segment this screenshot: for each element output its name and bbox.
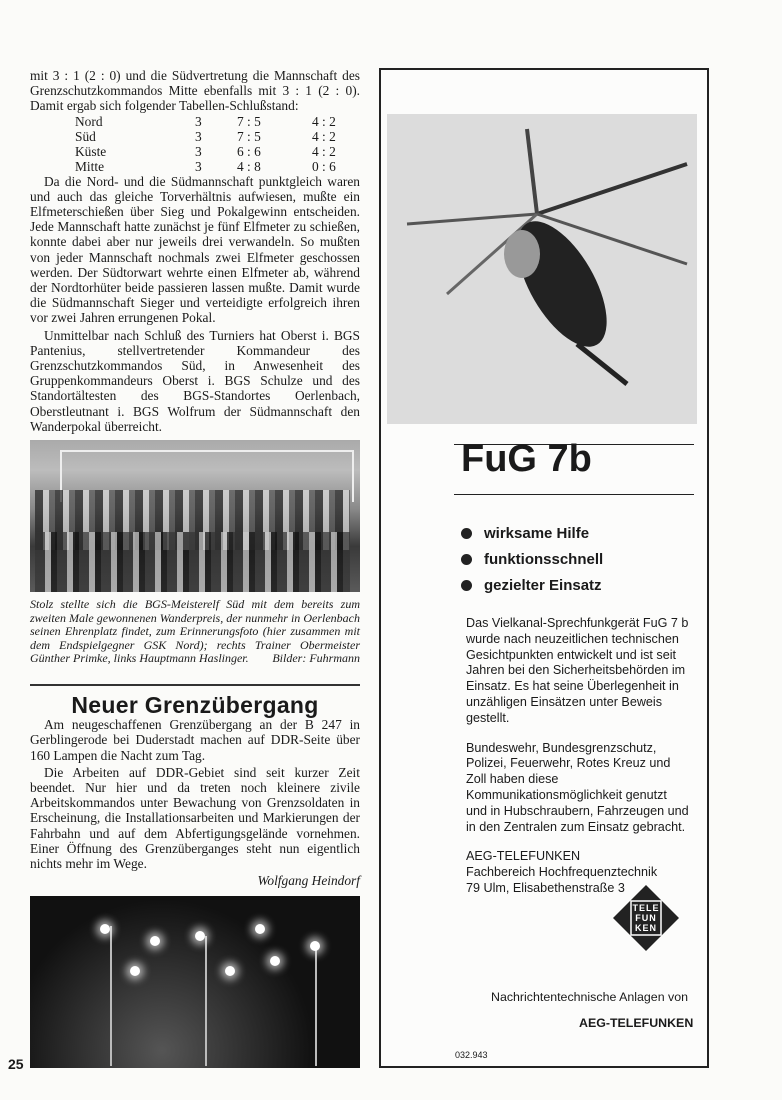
standings-team: Mitte	[75, 158, 105, 174]
standings-goals: 6 : 6	[237, 143, 261, 159]
svg-text:KEN: KEN	[634, 923, 658, 933]
standings-goals: 7 : 5	[237, 113, 261, 129]
section-divider	[30, 684, 360, 686]
article-intro: mit 3 : 1 (2 : 0) und die Südvertretung die Mannschaft des Grenzschutzkommandos Mitte ebenfalls mit 3 : 1 (2 : 0). Damit ergab sich folgender Tabellen-Schlußstand:	[30, 68, 360, 114]
bullet-icon	[461, 528, 472, 539]
svg-text:TELE: TELE	[632, 903, 660, 913]
standings-points: 4 : 2	[312, 113, 336, 129]
author: Wolfgang Heindorf	[257, 873, 360, 889]
ad-address: AEG-TELEFUNKEN Fachbereich Hochfrequenztechnik 79 Ulm, Elisabethenstraße 3	[466, 849, 658, 895]
svg-text:FUN: FUN	[635, 913, 657, 923]
standings-row	[75, 114, 336, 129]
ad-brand: AEG-TELEFUNKEN	[579, 1016, 694, 1030]
standings-team: Nord	[75, 113, 103, 129]
standings-row	[75, 159, 336, 174]
bullet-icon	[461, 580, 472, 591]
standings-table	[75, 114, 336, 174]
feature-list	[461, 520, 603, 598]
page-number: 25	[8, 1056, 24, 1072]
feature-item: funktionsschnell	[461, 546, 603, 572]
article-paragraph: Am neugeschaffenen Grenzübergang an der B 247 in Gerblingerode bei Duderstadt machen auf DDR-Seite über 160 Lampen die Nacht zum Tag.	[30, 717, 360, 763]
standings-games: 3	[195, 128, 202, 144]
article-paragraph: Die Arbeiten auf DDR-Gebiet sind seit kurzer Zeit beendet. Nur hier und da treten noch kleinere zivile Arbeitskommandos unter Bewachung von Grenzsoldaten in Erscheinung, die Installationsarbeiten und Markierungen der Fahrbahn und auf dem Abfertigungsgelände vornehmen. Einer Öffnung des Grenzüberganges steht nun eigentlich nichts mehr im Wege.	[30, 764, 360, 872]
article-paragraph: Unmittelbar nach Schluß des Turniers hat Oberst i. BGS Pantenius, stellvertretender Kommandeur des Grenzschutzkommandos Süd, in Anwesenheit des Gruppenkommandeurs Oberst i. BGS Schulze und des Standortältesten des BGS-Standortes Oerlenbach, Oberstleutnant i. BGS Wolfrum der Südmannschaft den Wanderpokal überreicht.	[30, 327, 360, 434]
ad-paragraph: Bundeswehr, Bundesgrenzschutz, Polizei, Feuerwehr, Rotes Kreuz und Zoll haben diese Kommunikationsmöglichkeit genutzt und in Hubschraubern, Fahrzeugen und in den Zentralen zum Einsatz gebracht.	[466, 740, 689, 834]
telefunken-logo-icon	[613, 885, 679, 951]
standings-points: 0 : 6	[312, 158, 336, 174]
standings-row	[75, 144, 336, 159]
article-title: Neuer Grenzübergang	[71, 692, 319, 719]
standings-team: Küste	[75, 143, 107, 159]
standings-points: 4 : 2	[312, 143, 336, 159]
standings-goals: 4 : 8	[237, 158, 261, 174]
bullet-icon	[461, 554, 472, 565]
standings-team: Süd	[75, 128, 96, 144]
team-photo	[30, 440, 360, 592]
photo-credit: Bilder: Fuhrmann	[272, 651, 360, 666]
advertisement	[379, 68, 709, 1068]
standings-games: 3	[195, 113, 202, 129]
ad-code: 032.943	[455, 1050, 488, 1060]
standings-points: 4 : 2	[312, 128, 336, 144]
feature-item: gezielter Einsatz	[461, 572, 603, 598]
photo-caption	[30, 598, 360, 666]
standings-games: 3	[195, 158, 202, 174]
night-border-crossing-photo	[30, 896, 360, 1068]
article-paragraph: Da die Nord- und die Südmannschaft punktgleich waren und auch das gleiche Torverhältnis aufwiesen, mußte ein Elfmeterschießen über Sieg und Pokalgewinn entscheiden. Jede Mannschaft hatte zunächst je fünf Elfmeter zu schießen, konnte dabei aber nur jeweils drei verwandeln. So mußten von jeder Mannschaft nochmals zwei Elfmeter geschossen werden. Der Südtorwart wehrte einen Elfmeter ab, während der Nordtorhüter beide passieren lassen mußte. Damit wurde die Südmannschaft Sieger und verteidigte erfolgreich ihren vor zwei Jahren errungenen Pokal.	[30, 173, 360, 326]
feature-item: wirksame Hilfe	[461, 520, 603, 546]
ad-tagline: Nachrichtentechnische Anlagen von	[491, 990, 689, 1004]
caption-text: Stolz stellte sich die BGS-Meisterelf Süd mit dem bereits zum zweiten Male gewonnenen Wanderpreis, der nunmehr in Oerlenbach seinen Ehrenplatz findet, zum Erinnerungsfoto (hier zusammen mit dem Endspielgegner GSK Nord); rechts Trainer Obermeister Günther Primke, links Hauptmann Haslinger.	[30, 597, 360, 666]
standings-goals: 7 : 5	[237, 128, 261, 144]
helicopter-photo	[387, 114, 697, 424]
ad-body	[466, 616, 691, 907]
left-column	[30, 68, 360, 1068]
standings-games: 3	[195, 143, 202, 159]
standings-row	[75, 129, 336, 144]
product-name: FuG 7b	[461, 438, 592, 480]
ad-paragraph: Das Vielkanal-Sprechfunkgerät FuG 7 b wurde nach neuzeitlichen technischen Gesichtpunkten entwickelt und ist seit Jahren bei den Sicherheitsbehörden im Einsatz. Es hat seine Überlegenheit in unzähligen Einsätzen unter Beweis gestellt.	[466, 616, 689, 725]
